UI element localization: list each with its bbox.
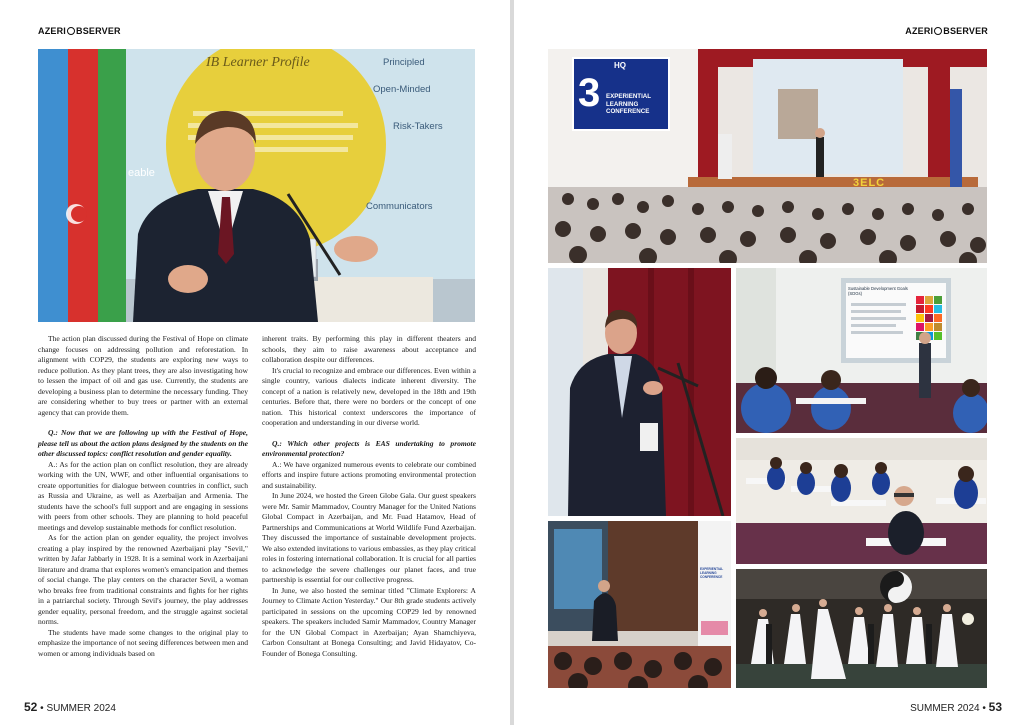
attribute-principled: Principled: [383, 57, 425, 68]
article-paragraph: A.: As for the action plan on conflict resolution, they are already working with the UN, WWF, and other influential organisations to create opportunities for dialogue between countries in conflict, such as Russia and Ukraine, as well as Azerbaijan and Armenia. The students have the school's full support and are engaging in sessions with peers from other schools. They are planning to hold peaceful meetings and develop sustainable methods for conflict resolution.: [38, 459, 248, 532]
attribute-fragment: eable: [128, 167, 155, 179]
issue-label: SUMMER 2024: [910, 703, 980, 714]
folio-separator: •: [40, 703, 44, 714]
page-number: 52: [24, 700, 38, 714]
masthead-logo-part1: AZERI: [905, 26, 934, 36]
auditorium-photo: [548, 49, 987, 263]
interview-question: Q.: Now that we are following up with the Festival of Hope, please tell us about the action plans designed by the students on the other discussed topics: conflict resolution and gender equality.: [38, 428, 248, 458]
slide-title: IB Learner Profile: [206, 55, 310, 70]
conference-screen: [572, 57, 670, 131]
article-paragraph: A.: We have organized numerous events to celebrate our combined efforts and inspire future actions promoting environmental protection and sustainability.: [262, 459, 476, 490]
article-column-2: [262, 334, 476, 659]
flag-green-stripe: [98, 49, 126, 322]
speaker-mic-illustration: [548, 268, 731, 516]
speaker-mic-photo: [548, 268, 731, 516]
speaker-hero-photo: [38, 49, 475, 322]
small-auditorium-photo: [548, 521, 731, 688]
students-illustration: [736, 438, 987, 564]
folio-separator: •: [982, 703, 986, 714]
article-column-1: [38, 334, 248, 659]
flag-blue-stripe: [38, 49, 68, 322]
interview-question: Q.: Which other projects is EAS undertaking to promote environmental protection?: [262, 438, 476, 458]
article-paragraph: The action plan discussed during the Festival of Hope on climate change focuses on addressing pollution and reforestation. In alignment with COP29, the students are exploring new ways to reduce pollution. As they plant trees, they are also investigating how to lessen the impact of oil and gas use. Currently, the students are developing a business plan to determine the necessary funding. They are considering whether to buy trees or partner with an external agency that can provide them.: [38, 334, 248, 417]
right-page: [514, 0, 1024, 725]
masthead-logo-part1: AZERI: [38, 26, 66, 36]
article-paragraph: In June 2024, we hosted the Green Globe Gala. Our guest speakers were Mr. Samir Mammadov, Country Manager for the United Nations Global Compact in Azerbaijan, and Mr. Fuad Hatamov, Head of Partnerships and Communications at World Wildlife Fund Azerbaijan. They discussed the importance of sustainable development projects. We also extended invitations to various embassies, as they play critical roles in fostering international collaboration. It is crucial for all parties to acknowledge the severe challenges our planet faces, and true partnership is essential for our collective progress.: [262, 491, 476, 584]
stage-projection-screen: [753, 59, 903, 174]
issue-label: SUMMER 2024: [46, 703, 116, 714]
sdg-slide-title: Sustainable Development Goals (SDGs): [848, 286, 908, 296]
left-page: [0, 0, 510, 725]
eye-logo-icon: [67, 27, 75, 35]
article-paragraph: inherent traits. By performing this play in different theaters and schools, they aim to raise awareness about acceptance and collaboration despite our differences.: [262, 334, 476, 364]
page-number: 53: [988, 700, 1002, 714]
conference-line-3: CONFERENCE: [606, 108, 650, 115]
attribute-risk-takers: Risk-Takers: [393, 121, 443, 132]
conference-number: 3: [578, 71, 601, 115]
masthead-logo: [38, 26, 121, 36]
flag-red-stripe: [68, 49, 98, 322]
small-auditorium-illustration: [548, 521, 731, 688]
students-desks-photo: [736, 438, 987, 564]
article-paragraph: In June, we also hosted the seminar titled "Climate Explorers: A Journey to Climate Action Yesterday." Our 8th grade students actively participated in sessions on the upcoming COP29 led by renowned speakers. The speakers included Samir Mammadov, Country Manager for the UN Global Compact in Azerbaijan; Ayan Shamchiyeva, Carbon Consultant at Bonega Consulting; and Javid Hidayatov, Co-Founder of Bonega Consulting.: [262, 585, 476, 658]
conference-line-1: EXPERIENTIAL: [606, 93, 652, 100]
classroom-slide-photo: [736, 268, 987, 433]
conference-line-2: LEARNING: [606, 100, 639, 108]
article-paragraph: The students have made some changes to the original play to emphasize the importance of not seeing differences between men and women or among individuals based on: [38, 627, 248, 658]
banner-text: EXPERIENTIAL LEARNING CONFERENCE: [700, 567, 724, 579]
masthead-logo-part2: BSERVER: [76, 26, 121, 36]
stage-letters: 3ELC: [853, 177, 886, 189]
sdg-tiles: [916, 296, 942, 340]
article-paragraph: It's crucial to recognize and embrace our differences. Even within a single country, various dialects indicate inherent diversity. The concept of a nation is relatively new, developed in the 18th and 19th centuries. Before that, there were no borders or the concept of one nation. This historical context underscores the importance of cooperation and understanding in our diverse world.: [262, 365, 476, 427]
dance-illustration: [736, 569, 987, 688]
eye-logo-icon: [934, 27, 942, 35]
left-folio: [24, 700, 116, 714]
attribute-communicators: Communicators: [366, 201, 433, 212]
masthead-logo: [905, 26, 988, 36]
attribute-open-minded: Open-Minded: [373, 84, 431, 95]
conference-logo: HQ: [614, 61, 626, 70]
dance-performance-photo: [736, 569, 987, 688]
article-paragraph: As for the action plan on gender equality, the project involves creating a play inspired by the renowned Azerbaijani play "Sevil," written by Jafar Jabbarly in 1928. It is a seminal work in Azerbaijani literature and drama that explores women's emancipation and themes of social change. The play centers on the character Sevil, a woman who breaks free from traditional constraints and fights for her rights in a patriarchal society. Through Sevil's journey, the play addresses gender equality, personal freedom, and the struggle against societal norms.: [38, 533, 248, 626]
masthead-logo-part2: BSERVER: [943, 26, 988, 36]
right-folio: [910, 700, 1002, 714]
